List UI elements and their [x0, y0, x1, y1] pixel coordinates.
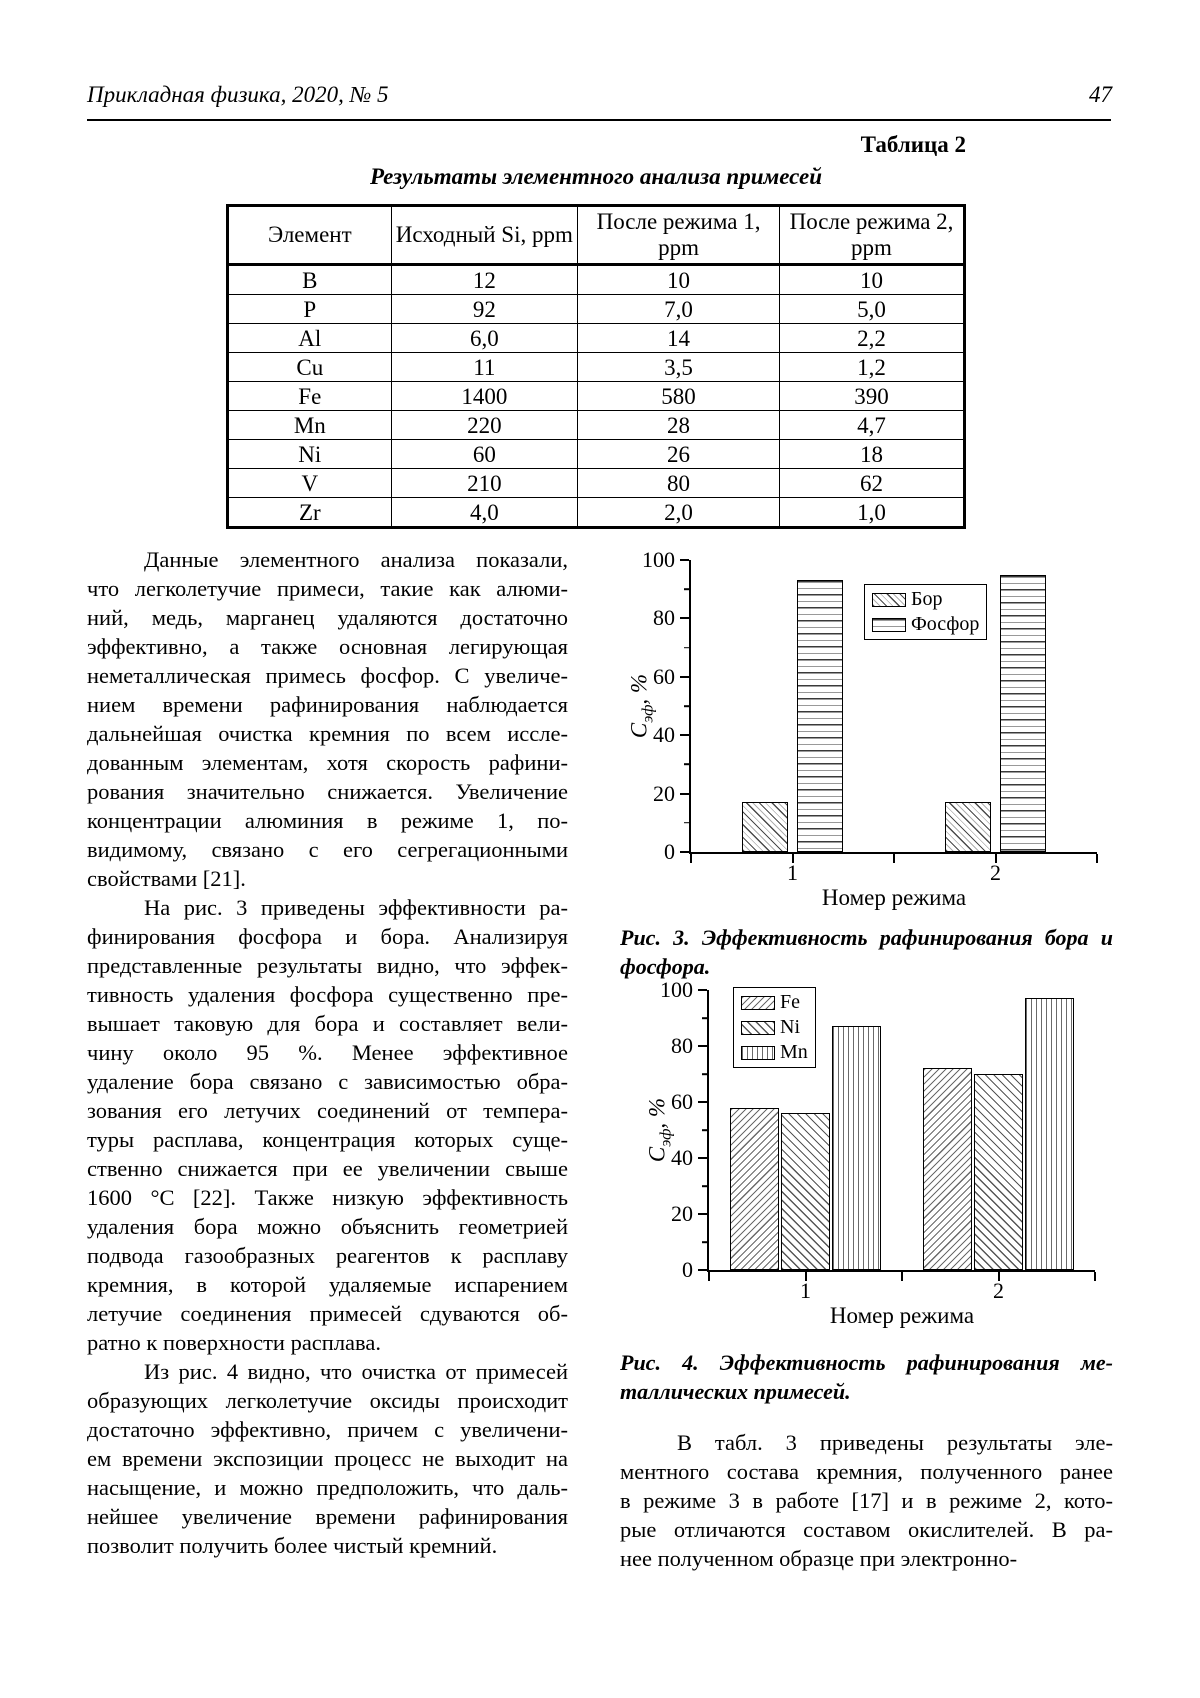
- table-cell: 210: [391, 469, 577, 498]
- table-cell: 4,0: [391, 498, 577, 528]
- Mn-swatch-icon: [741, 1046, 775, 1060]
- text-line: подвода газообразных реагентов к расплаву: [87, 1243, 568, 1268]
- table-cell: Ni: [228, 440, 392, 469]
- text-line: образующих легколетучие оксиды происходит: [87, 1388, 568, 1413]
- paragraph: [87, 893, 568, 1357]
- y-tick-label: 60: [671, 1089, 693, 1114]
- text-line: ем времени экспозиции процесс не выходит на: [87, 1446, 568, 1471]
- paragraph: [87, 545, 568, 893]
- y-major-tick: [680, 559, 689, 561]
- y-axis-title-units: , %: [626, 673, 652, 705]
- text-line: удаления бора можно объяснить геометрией: [87, 1214, 568, 1239]
- text-line: в режиме 3 в работе [17] и в режиме 2, кото-: [620, 1488, 1113, 1513]
- text-line: достаточно эффективно, причем с увеличени-: [87, 1417, 568, 1442]
- table-row: [228, 440, 965, 469]
- table-cell: 6,0: [391, 324, 577, 353]
- legend-entry: [741, 1016, 808, 1039]
- y-tick-label: 20: [653, 780, 675, 806]
- text-line: насыщение, и можно предположить, что даль-: [87, 1475, 568, 1500]
- text-line: ственно снижается при ее увеличении свыше: [87, 1156, 568, 1181]
- table-cell: Zr: [228, 498, 392, 528]
- body-columns: [87, 540, 1113, 1573]
- right-column: [620, 540, 1113, 1573]
- text-line: рые отличаются составом окислителей. В ра-: [620, 1517, 1113, 1542]
- text-line: финирования фосфора и бора. Анализируя: [87, 924, 568, 949]
- y-axis-title-units: , %: [644, 1097, 670, 1129]
- Fe-swatch-icon: [741, 996, 775, 1010]
- left-column: [87, 540, 568, 1573]
- table-cell: 11: [391, 353, 577, 382]
- legend: [864, 584, 987, 640]
- column-header: После режима 1, ppm: [578, 206, 780, 265]
- x-axis-title: Номер режима: [821, 885, 967, 910]
- y-minor-tick: [684, 822, 689, 824]
- table-cell: 7,0: [578, 295, 780, 324]
- x-boundary-tick: [708, 1272, 710, 1281]
- table-cell: 12: [391, 265, 577, 295]
- bar-Ni-1: [781, 1113, 830, 1270]
- text-line: дальнейшая очистка кремния по всем иссле-: [87, 721, 568, 746]
- legend-label: Mn: [780, 1041, 808, 1063]
- journal-title: Прикладная физика, 2020, № 5: [87, 82, 389, 107]
- y-tick-label: 0: [682, 1257, 693, 1282]
- y-tick-label: 40: [671, 1145, 693, 1170]
- text-line: Рис. 3. Эффективность рафинирования бора и: [620, 925, 1113, 950]
- y-tick-label: 80: [653, 605, 675, 631]
- text-line: видимому, связано с его сегрегационными: [87, 837, 568, 862]
- text-line: ний, медь, марганец удаляются достаточно: [87, 605, 568, 630]
- table-title: Результаты элементного анализа примесей: [369, 164, 823, 189]
- paragraph: [620, 1428, 1113, 1573]
- table-cell: 10: [780, 265, 965, 295]
- bar-Mn-2: [1025, 998, 1074, 1270]
- text-line: Рис. 4. Эффективность рафинирования ме-: [620, 1350, 1113, 1375]
- y-minor-tick: [702, 1185, 707, 1187]
- y-minor-tick: [702, 1241, 707, 1243]
- text-line: фосфора.: [620, 954, 711, 979]
- figure-3-bar-chart: [620, 540, 1113, 915]
- y-tick-label: 40: [653, 722, 675, 748]
- x-category-label: 1: [800, 1278, 811, 1303]
- table-cell: B: [228, 265, 392, 295]
- y-tick-label: 100: [660, 977, 693, 1002]
- y-major-tick: [680, 734, 689, 736]
- legend-label: Фосфор: [911, 613, 980, 635]
- y-minor-tick: [684, 764, 689, 766]
- table-cell: 80: [578, 469, 780, 498]
- bar-Mn-1: [832, 1026, 881, 1270]
- table-cell: 1,2: [780, 353, 965, 382]
- table-cell: 14: [578, 324, 780, 353]
- y-axis-title-symbol: C: [626, 722, 652, 739]
- table-row: [228, 265, 965, 295]
- figure-3-caption: [620, 923, 1113, 981]
- y-axis-title-subscript: эф: [639, 704, 657, 723]
- table-row: [228, 382, 965, 411]
- text-line: чину около 95 %. Менее эффективное: [87, 1040, 568, 1065]
- bar-Фосфор-2: [1000, 575, 1046, 852]
- y-minor-tick: [684, 705, 689, 707]
- table-cell: Cu: [228, 353, 392, 382]
- y-major-tick: [698, 1157, 707, 1159]
- x-boundary-tick: [1096, 854, 1098, 863]
- header-rule: [87, 119, 1111, 121]
- text-line: эффективно, а также основная легирующая: [87, 634, 568, 659]
- table-cell: 1,0: [780, 498, 965, 528]
- y-tick-label: 0: [664, 839, 675, 864]
- text-line: концентрации алюминия в режиме 1, по-: [87, 808, 568, 833]
- y-major-tick: [680, 851, 689, 853]
- legend-entry: [741, 1041, 808, 1064]
- x-category-label: 1: [787, 860, 798, 885]
- table-cell: 18: [780, 440, 965, 469]
- text-line: туры расплава, концентрация которых суще-: [87, 1127, 568, 1152]
- text-line: нейшее увеличение времени рафинирования: [87, 1504, 568, 1529]
- column-header: Элемент: [228, 206, 392, 265]
- Фосфор-swatch-icon: [872, 618, 906, 632]
- legend-entry: [872, 588, 979, 611]
- text-line: 1600 °С [22]. Также низкую эффективность: [87, 1185, 568, 1210]
- y-major-tick: [698, 989, 707, 991]
- y-minor-tick: [684, 647, 689, 649]
- column-header: После режима 2, ppm: [780, 206, 965, 265]
- table-cell: V: [228, 469, 392, 498]
- y-minor-tick: [684, 588, 689, 590]
- text-line: нее полученном образце при электронно-: [620, 1546, 1018, 1571]
- y-tick-label: 60: [653, 663, 675, 689]
- table-cell: 26: [578, 440, 780, 469]
- x-boundary-tick: [901, 1272, 903, 1281]
- text-line: тивность удаления фосфора существенно пре-: [87, 982, 568, 1007]
- text-line: зования его летучих соединений от темпера-: [87, 1098, 568, 1123]
- table-cell: 580: [578, 382, 780, 411]
- y-tick-label: 20: [671, 1201, 693, 1226]
- table-row: [228, 411, 965, 440]
- text-line: Данные элементного анализа показали,: [144, 547, 568, 572]
- text-line: На рис. 3 приведены эффективности ра-: [144, 895, 568, 920]
- text-line: летучие соединения примесей сдуваются об-: [87, 1301, 568, 1326]
- x-category-label: 2: [990, 860, 1001, 885]
- x-boundary-tick: [690, 854, 692, 863]
- y-major-tick: [698, 1101, 707, 1103]
- y-tick-label: 100: [642, 547, 675, 572]
- x-category-label: 2: [993, 1278, 1004, 1303]
- y-major-tick: [680, 793, 689, 795]
- text-line: кремния, в которой удаляемые испарением: [87, 1272, 568, 1297]
- table-row: [228, 295, 965, 324]
- table-header-row: [228, 206, 965, 265]
- y-minor-tick: [702, 1073, 707, 1075]
- text-line: таллических примесей.: [620, 1379, 851, 1404]
- table-cell: 2,2: [780, 324, 965, 353]
- x-boundary-tick: [1094, 1272, 1096, 1281]
- table-cell: 220: [391, 411, 577, 440]
- table-cell: P: [228, 295, 392, 324]
- page-number: 47: [1089, 82, 1112, 107]
- legend-label: Ni: [780, 1016, 800, 1038]
- y-major-tick: [698, 1213, 707, 1215]
- text-line: неметаллическая примесь фосфор. С увеличе-: [87, 663, 568, 688]
- y-major-tick: [680, 676, 689, 678]
- elemental-analysis-table: [226, 204, 966, 529]
- text-line: нием времени рафинирования наблюдается: [87, 692, 568, 717]
- text-line: рования значительно снижается. Увеличение: [87, 779, 568, 804]
- legend-entry: [741, 991, 808, 1014]
- table-row: [228, 324, 965, 353]
- y-major-tick: [680, 617, 689, 619]
- column-header: Исходный Si, ppm: [391, 206, 577, 265]
- table-row: [228, 353, 965, 382]
- y-axis-title: [646, 1098, 675, 1162]
- bar-Fe-1: [730, 1108, 779, 1270]
- y-axis-title: [628, 674, 657, 738]
- text-line: позволит получить более чистый кремний.: [87, 1533, 498, 1558]
- y-minor-tick: [702, 1017, 707, 1019]
- table-cell: 28: [578, 411, 780, 440]
- text-line: В табл. 3 приведены результаты эле-: [677, 1430, 1113, 1455]
- y-minor-tick: [702, 1129, 707, 1131]
- x-axis-title: Номер режима: [829, 1303, 975, 1328]
- figure-4-bar-chart: [620, 977, 1113, 1333]
- text-line: ратно к поверхности расплава.: [87, 1330, 381, 1355]
- table-cell: Al: [228, 324, 392, 353]
- table-row: [228, 469, 965, 498]
- text-line: вышает таковую для бора и составляет вели-: [87, 1011, 568, 1036]
- table-label: Таблица 2: [860, 132, 966, 157]
- text-line: удаление бора связано с зависимостью обра-: [87, 1069, 568, 1094]
- legend: [733, 987, 816, 1068]
- table-cell: 1400: [391, 382, 577, 411]
- Ni-swatch-icon: [741, 1021, 775, 1035]
- table-cell: 2,0: [578, 498, 780, 528]
- table-body: [228, 265, 965, 528]
- y-major-tick: [698, 1045, 707, 1047]
- table-cell: 92: [391, 295, 577, 324]
- table-cell: 4,7: [780, 411, 965, 440]
- table-cell: 3,5: [578, 353, 780, 382]
- bar-Фосфор-1: [797, 580, 843, 852]
- table-cell: 62: [780, 469, 965, 498]
- bar-Fe-2: [923, 1068, 972, 1270]
- text-line: Из рис. 4 видно, что очистка от примесей: [144, 1359, 568, 1384]
- y-tick-label: 80: [671, 1033, 693, 1058]
- table-cell: 10: [578, 265, 780, 295]
- legend-entry: [872, 613, 979, 636]
- y-major-tick: [698, 1269, 707, 1271]
- table-cell: Fe: [228, 382, 392, 411]
- text-line: ментного состава кремния, полученного ранее: [620, 1459, 1113, 1484]
- bar-Бор-2: [945, 802, 991, 852]
- y-axis-title-symbol: C: [644, 1146, 670, 1163]
- bar-Бор-1: [742, 802, 788, 852]
- text-line: свойствами [21].: [87, 866, 246, 891]
- table-row: [228, 498, 965, 528]
- x-boundary-tick: [893, 854, 895, 863]
- table-header: [228, 206, 965, 265]
- paragraph: [87, 1357, 568, 1560]
- table-cell: 390: [780, 382, 965, 411]
- text-line: представленные результаты видно, что эффек-: [87, 953, 568, 978]
- y-axis-title-subscript: эф: [657, 1128, 675, 1147]
- Бор-swatch-icon: [872, 593, 906, 607]
- text-line: что легколетучие примеси, такие как алюми-: [87, 576, 568, 601]
- figure-4-caption: [620, 1348, 1113, 1406]
- legend-label: Fe: [780, 991, 800, 1013]
- legend-label: Бор: [911, 588, 943, 610]
- table-cell: 5,0: [780, 295, 965, 324]
- table-cell: Mn: [228, 411, 392, 440]
- bar-Ni-2: [974, 1074, 1023, 1270]
- table-cell: 60: [391, 440, 577, 469]
- text-line: дованным элементам, хотя скорость рафини-: [87, 750, 568, 775]
